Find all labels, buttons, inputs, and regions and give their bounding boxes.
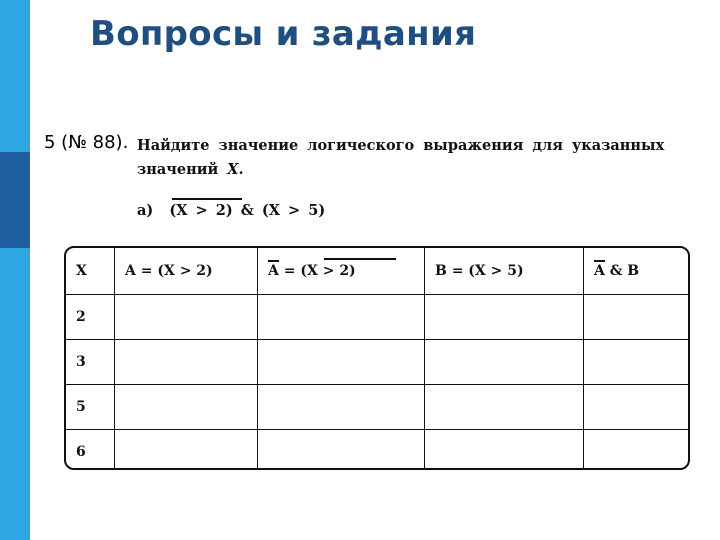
task-text-var: X. [227,161,244,178]
header-not-a [258,248,425,295]
cell-result[interactable] [584,385,689,430]
expression [137,202,325,219]
cell-b[interactable] [425,340,584,385]
header-not-a-overbar [324,258,396,260]
cell-not-a[interactable] [258,430,425,471]
page-title: Вопросы и задания [90,14,477,54]
task-text-line2 [137,158,717,182]
header-a: A = (X > 2) [115,248,258,295]
table-row [66,295,688,340]
cell-not-a[interactable] [258,295,425,340]
table-row [66,340,688,385]
task-text-prefix: значений [137,161,219,178]
cell-a[interactable] [115,430,258,471]
table-header-row [66,248,688,295]
side-strip-accent [0,152,30,248]
expression-body: (X > 2) & (X > 5) [169,202,326,219]
header-not-a-letter: A [268,263,279,279]
expression-label: а) [137,202,154,219]
task-text-line1: Найдите значение логического выражения для указанных [137,137,665,154]
header-x: X [66,248,115,295]
header-b: B = (X > 5) [425,248,584,295]
cell-x: 6 [66,430,115,471]
truth-table [64,246,690,470]
cell-result[interactable] [584,295,689,340]
cell-not-a[interactable] [258,340,425,385]
header-result [584,248,689,295]
table-row [66,430,688,471]
cell-b[interactable] [425,430,584,471]
cell-x: 2 [66,295,115,340]
cell-a[interactable] [115,340,258,385]
table-row [66,385,688,430]
cell-x: 5 [66,385,115,430]
expression-overbar [172,198,242,200]
header-result-rest: & B [604,263,640,279]
cell-a[interactable] [115,295,258,340]
task-number: 5 (№ 88). [44,132,129,153]
header-not-a-rest: = (X > 2) [278,263,356,279]
cell-not-a[interactable] [258,385,425,430]
cell-x: 3 [66,340,115,385]
side-strip [0,0,30,540]
cell-b[interactable] [425,295,584,340]
header-result-letter: A [594,263,605,279]
task-text [137,134,717,182]
cell-b[interactable] [425,385,584,430]
cell-result[interactable] [584,430,689,471]
cell-result[interactable] [584,340,689,385]
cell-a[interactable] [115,385,258,430]
